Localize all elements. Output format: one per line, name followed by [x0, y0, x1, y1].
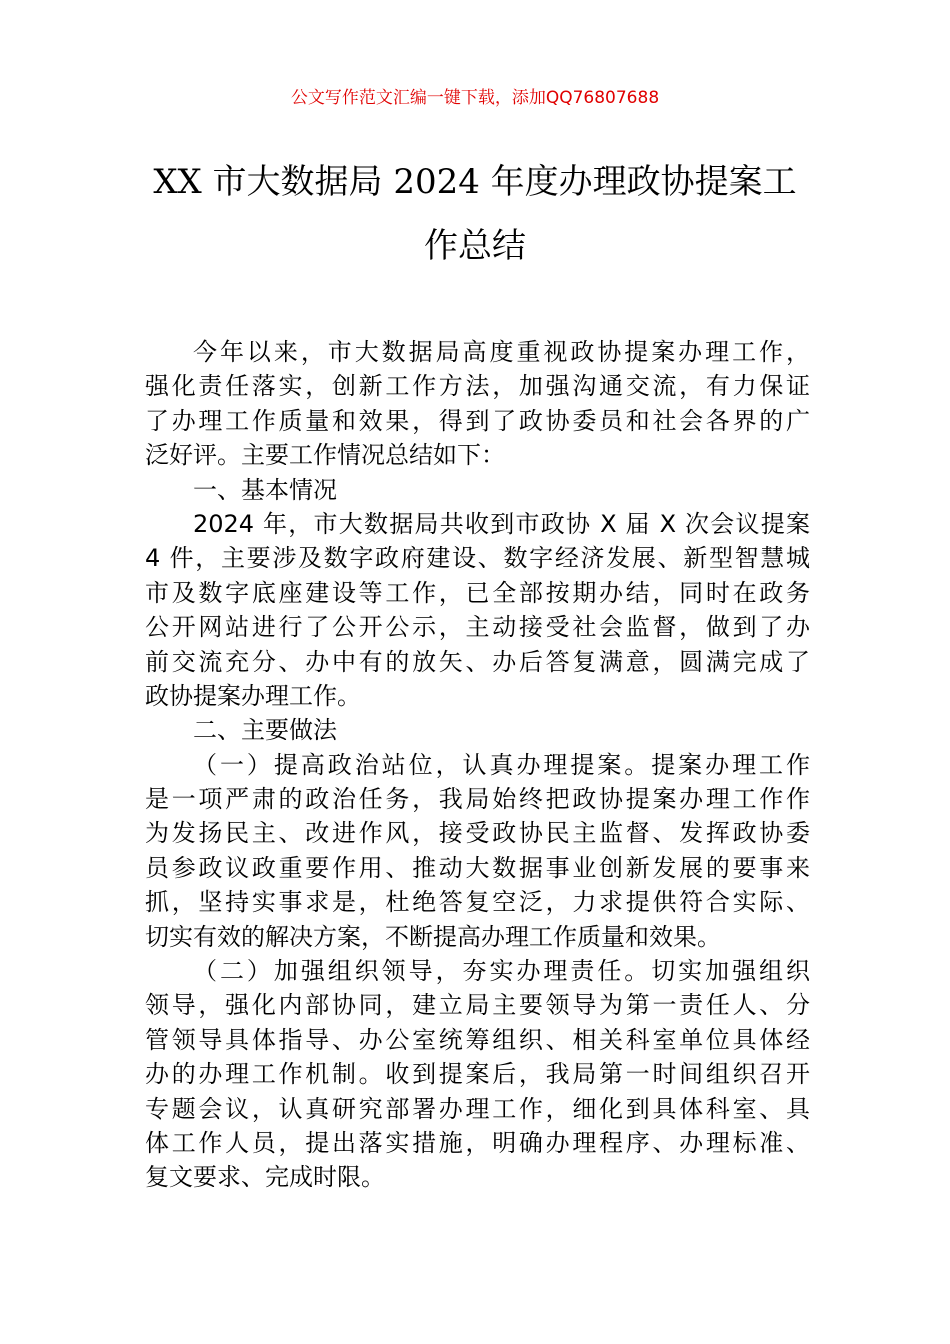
text-line: 公开网站进行了公开公示，主动接受社会监督，做到了办: [145, 613, 810, 642]
text-line: 专题会议，认真研究部署办理工作，细化到具体科室、具: [145, 1094, 810, 1123]
document-title: [130, 150, 820, 278]
text-line: （二）加强组织领导，夯实办理责任。切实加强组织: [193, 957, 810, 986]
title-line: 作总结: [424, 226, 526, 266]
text-line: 是一项严肃的政治任务，我局始终把政协提案办理工作作: [145, 785, 810, 814]
text-line: 市及数字底座建设等工作，已全部按期办结，同时在政务: [145, 578, 810, 607]
text-line: 抓，坚持实事求是，杜绝答复空泛，力求提供符合实际、: [145, 888, 810, 917]
text-line: 泛好评。主要工作情况总结如下：: [145, 441, 505, 470]
section-heading: 一、基本情况: [193, 475, 337, 504]
text-line: 今年以来，市大数据局高度重视政协提案办理工作，: [193, 338, 810, 366]
text-line: 2024 年，市大数据局共收到市政协 X 届 X 次会议提案: [193, 509, 810, 538]
text-line: 政协提案办理工作。: [145, 681, 361, 710]
text-line: 办的办理工作机制。收到提案后，我局第一时间组织召开: [145, 1060, 810, 1089]
text-line: 前交流充分、办中有的放矢、办后答复满意，圆满完成了: [145, 647, 810, 676]
text-line: 体工作人员，提出落实措施，明确办理程序、办理标准、: [145, 1128, 810, 1157]
text-line: （一）提高政治站位，认真办理提案。提案办理工作: [193, 750, 810, 779]
title-line: XX 市大数据局 2024 年度办理政协提案工: [153, 162, 797, 202]
document-body: [145, 335, 810, 1195]
text-line: 管领导具体指导、办公室统筹组织、相关科室单位具体经: [145, 1025, 810, 1054]
download-promo-note: 公文写作范文汇编一键下载，添加QQ76807688: [290, 88, 660, 108]
text-line: 复文要求、完成时限。: [145, 1163, 385, 1192]
text-line: 4 件，主要涉及数字政府建设、数字经济发展、新型智慧城: [145, 544, 810, 573]
text-line: 了办理工作质量和效果，得到了政协委员和社会各界的广: [145, 406, 810, 435]
section-heading: 二、主要做法: [193, 716, 337, 745]
text-line: 强化责任落实，创新工作方法，加强沟通交流，有力保证: [145, 372, 810, 401]
text-line: 切实有效的解决方案，不断提高办理工作质量和效果。: [145, 922, 721, 951]
text-line: 领导，强化内部协同，建立局主要领导为第一责任人、分: [145, 991, 810, 1020]
text-line: 员参政议政重要作用、推动大数据事业创新发展的要事来: [145, 853, 810, 882]
text-line: 为发扬民主、改进作风，接受政协民主监督、发挥政协委: [145, 819, 810, 848]
